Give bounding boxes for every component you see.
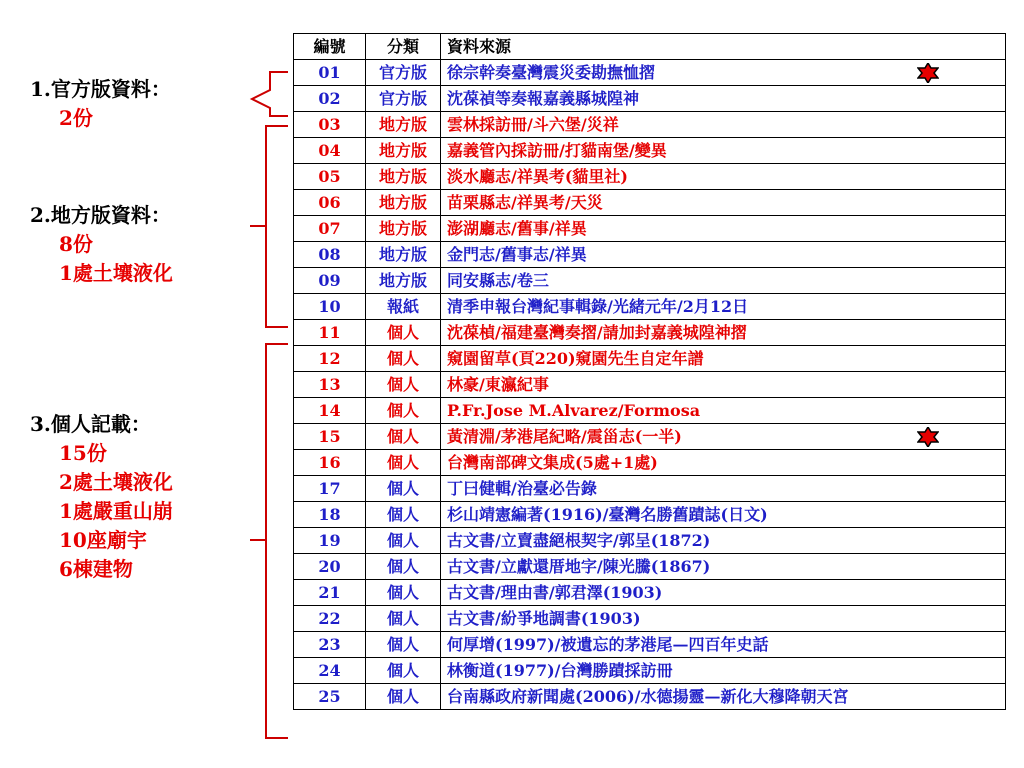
- group-local-title: 2.地方版資料：: [30, 203, 171, 227]
- star-icon: [917, 427, 939, 447]
- row-source: 同安縣志/卷三: [447, 271, 549, 290]
- group-personal-liquefaction: 2處土壤液化: [59, 470, 173, 494]
- row-number: 06: [294, 190, 366, 216]
- group-brackets: [0, 0, 300, 768]
- row-category: 個人: [366, 554, 441, 580]
- row-number: 14: [294, 398, 366, 424]
- row-source-cell: [441, 242, 1006, 268]
- table-row: [294, 242, 1006, 268]
- row-source: 沈葆楨/福建臺灣奏摺/請加封嘉義城隍神摺: [447, 323, 747, 342]
- table-row: [294, 476, 1006, 502]
- row-number: 07: [294, 216, 366, 242]
- row-number: 19: [294, 528, 366, 554]
- star-icon: [917, 63, 939, 83]
- group-local-note: 1處土壤液化: [59, 261, 173, 285]
- row-source-cell: [441, 606, 1006, 632]
- row-number: 01: [294, 60, 366, 86]
- row-source: 古文書/紛爭地調書(1903): [447, 609, 641, 628]
- row-source-cell: [441, 502, 1006, 528]
- row-number: 18: [294, 502, 366, 528]
- row-source-cell: [441, 658, 1006, 684]
- row-source: 古文書/立獻還厝地字/陳光騰(1867): [447, 557, 711, 576]
- row-category: 個人: [366, 502, 441, 528]
- table-row: [294, 606, 1006, 632]
- row-source: 金門志/舊事志/祥異: [447, 245, 587, 264]
- row-source: 古文書/理由書/郭君澤(1903): [447, 583, 663, 602]
- row-source-cell: [441, 190, 1006, 216]
- group-personal-temples: 10座廟宇: [59, 528, 147, 552]
- table-row: [294, 580, 1006, 606]
- row-source: 淡水廳志/祥異考(貓里社): [447, 167, 628, 186]
- group-personal-title: 3.個人記載：: [30, 412, 151, 436]
- group-local-count: 8份: [59, 232, 93, 256]
- row-source-cell: [441, 112, 1006, 138]
- row-source-cell: [441, 320, 1006, 346]
- row-category: 個人: [366, 398, 441, 424]
- row-category: 個人: [366, 528, 441, 554]
- row-source-cell: [441, 398, 1006, 424]
- row-number: 05: [294, 164, 366, 190]
- row-source-cell: [441, 684, 1006, 710]
- row-category: 地方版: [366, 190, 441, 216]
- row-category: 個人: [366, 424, 441, 450]
- table-row: [294, 502, 1006, 528]
- table-row: [294, 632, 1006, 658]
- row-number: 23: [294, 632, 366, 658]
- table-row: [294, 268, 1006, 294]
- table-row: [294, 320, 1006, 346]
- row-source-cell: [441, 138, 1006, 164]
- row-number: 03: [294, 112, 366, 138]
- row-category: 地方版: [366, 242, 441, 268]
- row-number: 11: [294, 320, 366, 346]
- row-category: 個人: [366, 658, 441, 684]
- table-row: [294, 190, 1006, 216]
- row-source: 杉山靖憲編著(1916)/臺灣名勝舊蹟誌(日文): [447, 505, 768, 524]
- group-official-count: 2份: [59, 106, 93, 130]
- table-row: [294, 424, 1006, 450]
- table-row: [294, 216, 1006, 242]
- row-category: 地方版: [366, 216, 441, 242]
- row-number: 21: [294, 580, 366, 606]
- row-number: 16: [294, 450, 366, 476]
- table-row: [294, 684, 1006, 710]
- row-number: 17: [294, 476, 366, 502]
- row-source-cell: [441, 580, 1006, 606]
- row-source: 雲林採訪冊/斗六堡/災祥: [447, 115, 619, 134]
- row-source-cell: [441, 346, 1006, 372]
- row-number: 10: [294, 294, 366, 320]
- group-personal-landslide: 1處嚴重山崩: [59, 499, 173, 523]
- row-source-cell: [441, 216, 1006, 242]
- table-row: [294, 346, 1006, 372]
- row-number: 13: [294, 372, 366, 398]
- row-category: 地方版: [366, 268, 441, 294]
- row-source-cell: [441, 372, 1006, 398]
- table-row: [294, 294, 1006, 320]
- row-source: 林衡道(1977)/台灣勝蹟採訪冊: [447, 661, 673, 680]
- row-number: 09: [294, 268, 366, 294]
- row-source: 台灣南部碑文集成(5處+1處): [447, 453, 658, 472]
- row-number: 20: [294, 554, 366, 580]
- table-row: [294, 528, 1006, 554]
- row-source-cell: [441, 164, 1006, 190]
- group-personal-buildings: 6棟建物: [59, 557, 133, 581]
- row-source: 何厚增(1997)/被遺忘的茅港尾—四百年史話: [447, 635, 769, 654]
- table-row: [294, 372, 1006, 398]
- row-source-cell: [441, 450, 1006, 476]
- row-category: 個人: [366, 684, 441, 710]
- row-source: 林豪/東瀛紀事: [447, 375, 549, 394]
- row-number: 25: [294, 684, 366, 710]
- header-number: 編號: [294, 34, 366, 60]
- row-category: 個人: [366, 580, 441, 606]
- row-category: 地方版: [366, 138, 441, 164]
- row-source-cell: [441, 86, 1006, 112]
- group-personal-count: 15份: [59, 441, 107, 465]
- row-category: 個人: [366, 320, 441, 346]
- bracket-official: [252, 72, 288, 116]
- table-row: [294, 658, 1006, 684]
- row-source: 窺園留草(頁220)窺園先生自定年譜: [447, 349, 704, 368]
- row-source-cell: [441, 476, 1006, 502]
- table-body: [294, 60, 1006, 710]
- row-category: 個人: [366, 606, 441, 632]
- row-source-cell: [441, 528, 1006, 554]
- row-category: 官方版: [366, 60, 441, 86]
- row-source: 沈葆禎等奏報嘉義縣城隍神: [447, 89, 640, 108]
- row-category: 個人: [366, 372, 441, 398]
- row-source: 苗栗縣志/祥異考/天災: [447, 193, 603, 212]
- row-category: 個人: [366, 476, 441, 502]
- table-row: [294, 398, 1006, 424]
- row-source: 古文書/立賣盡絕根契字/郭呈(1872): [447, 531, 711, 550]
- row-source: 清季申報台灣紀事輯錄/光緒元年/2月12日: [447, 297, 749, 316]
- row-category: 地方版: [366, 112, 441, 138]
- row-number: 08: [294, 242, 366, 268]
- row-category: 官方版: [366, 86, 441, 112]
- row-category: 個人: [366, 450, 441, 476]
- row-number: 12: [294, 346, 366, 372]
- table-row: [294, 450, 1006, 476]
- row-number: 22: [294, 606, 366, 632]
- row-source: 嘉義管內採訪冊/打貓南堡/變異: [447, 141, 667, 160]
- table-row: [294, 112, 1006, 138]
- group-official-title: 1.官方版資料：: [30, 77, 171, 101]
- row-source-cell: [441, 424, 1006, 450]
- table-row: [294, 86, 1006, 112]
- row-number: 02: [294, 86, 366, 112]
- bracket-local: [250, 126, 288, 327]
- row-number: 24: [294, 658, 366, 684]
- row-source-cell: [441, 60, 1006, 86]
- row-number: 15: [294, 424, 366, 450]
- row-source-cell: [441, 294, 1006, 320]
- row-category: 個人: [366, 632, 441, 658]
- row-source: 台南縣政府新聞處(2006)/水德揚靈—新化大穆降朝天宮: [447, 687, 849, 706]
- row-source-cell: [441, 268, 1006, 294]
- table-header-row: [294, 34, 1006, 60]
- table-row: [294, 138, 1006, 164]
- row-source: 徐宗幹奏臺灣震災委勘撫恤摺: [447, 63, 656, 82]
- row-number: 04: [294, 138, 366, 164]
- source-table: [293, 33, 1006, 710]
- bracket-personal: [250, 344, 288, 738]
- table-row: [294, 164, 1006, 190]
- row-source: 澎湖廳志/舊事/祥異: [447, 219, 587, 238]
- header-category: 分類: [366, 34, 441, 60]
- table-row: [294, 60, 1006, 86]
- header-source: 資料來源: [441, 34, 1006, 60]
- row-category: 地方版: [366, 164, 441, 190]
- table-row: [294, 554, 1006, 580]
- row-source: 丁曰健輯/治臺必告錄: [447, 479, 597, 498]
- row-category: 個人: [366, 346, 441, 372]
- row-source: 黃清淵/茅港尾紀略/震甾志(一半): [447, 427, 682, 446]
- row-source-cell: [441, 554, 1006, 580]
- row-source-cell: [441, 632, 1006, 658]
- row-category: 報紙: [366, 294, 441, 320]
- row-source: P.Fr.Jose M.Alvarez/Formosa: [447, 401, 701, 420]
